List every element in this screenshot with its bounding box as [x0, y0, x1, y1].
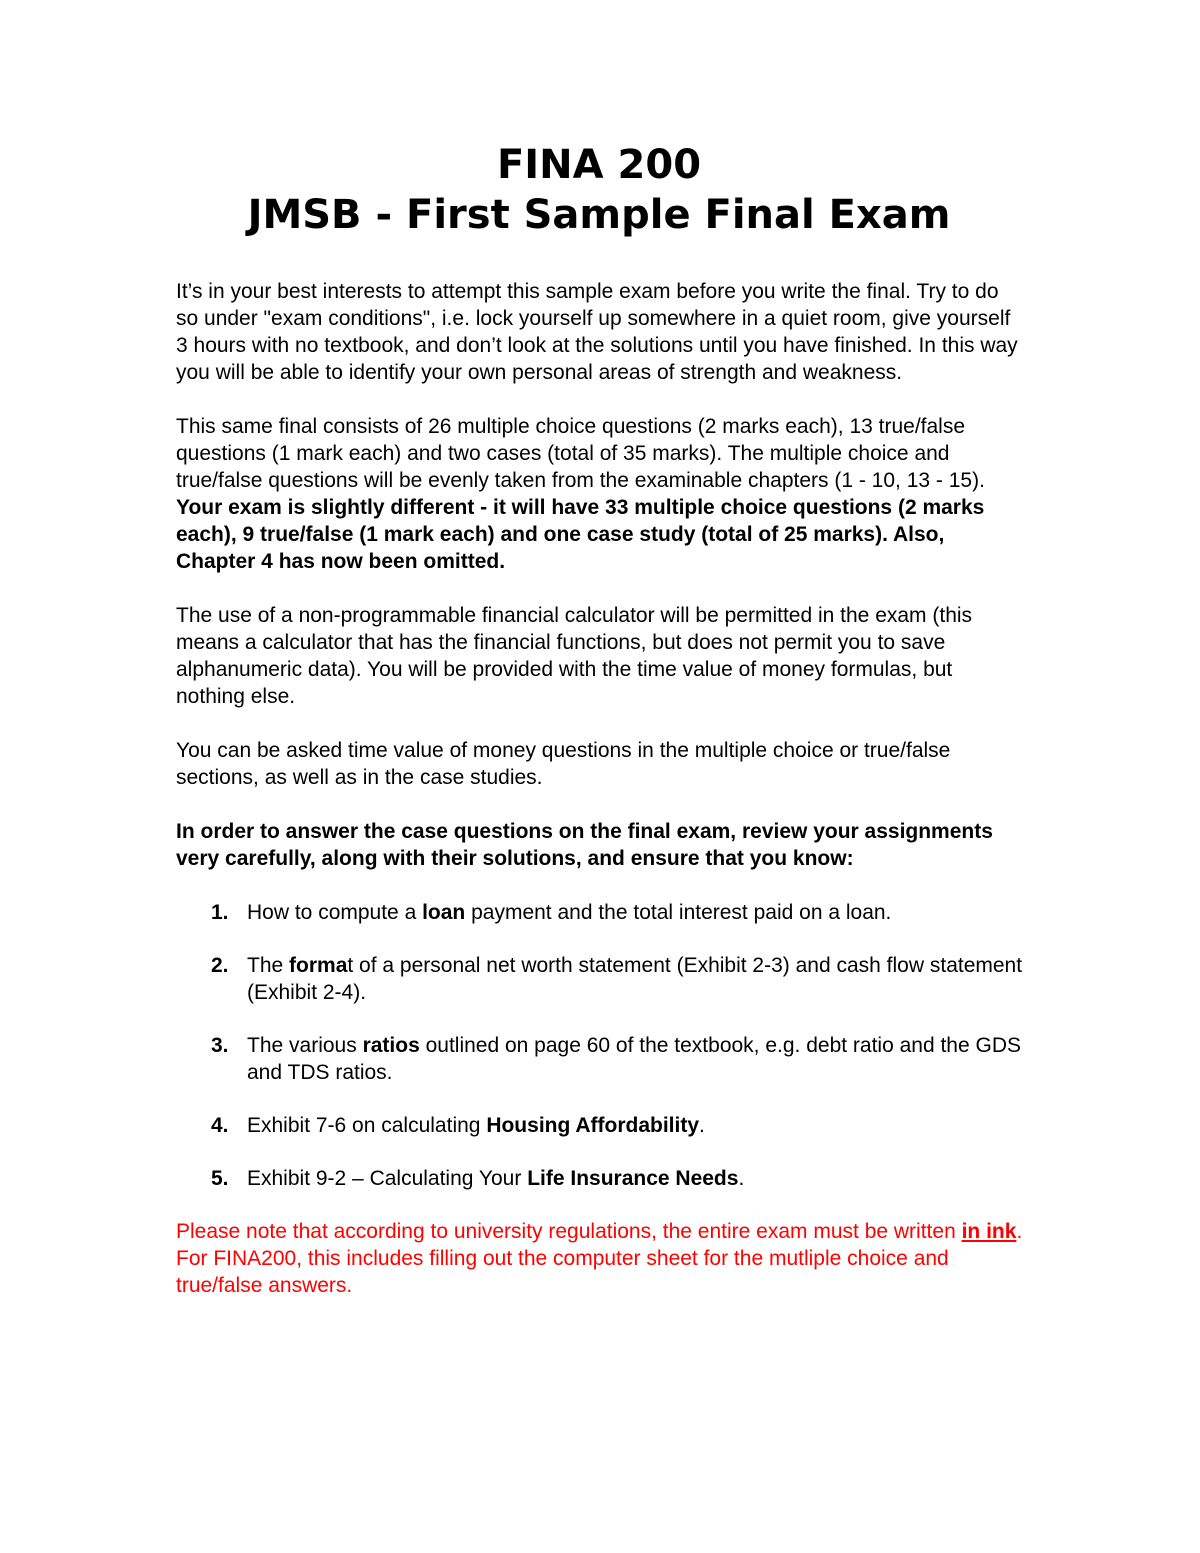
- exam-format-paragraph: [176, 413, 1026, 575]
- intro-paragraph: It’s in your best interests to attempt this sample exam before you write the final. Try to do so under "exam conditions", i.e. lock yourself up somewhere in a quiet room, give yourself 3 hours with no textbook, and don’t look at the solutions until you have finished. In this way you will be able to identify your own personal areas of strength and weakness.: [176, 280, 1018, 384]
- list-item-text: payment and the total interest paid on a loan.: [465, 901, 892, 924]
- list-item-text: t of a personal net worth statement (Exhibit 2-3) and cash flow statement (Exhibit 2-4).: [247, 954, 1023, 1004]
- list-item-emphasis: loan: [422, 901, 466, 924]
- list-item-emphasis: Life Insurance Needs: [527, 1167, 739, 1190]
- list-item-number: 1.: [211, 901, 229, 924]
- course-code: FINA 200: [496, 142, 702, 188]
- list-item-number: 3.: [211, 1034, 229, 1057]
- list-item: [176, 1165, 1026, 1192]
- list-item-text: The various: [247, 1034, 363, 1057]
- list-item-text: The: [247, 954, 290, 977]
- list-item-text: Exhibit 7-6 on calculating: [247, 1114, 487, 1137]
- review-list: [176, 899, 1026, 1192]
- list-item: [176, 1112, 1026, 1139]
- tvm-paragraph: You can be asked time value of money questions in the multiple choice or true/false sections, as well as in the case studies.: [176, 739, 951, 789]
- page-title: JMSB - First Sample Final Exam: [247, 192, 951, 238]
- list-item: [176, 899, 1026, 926]
- list-item-emphasis: Housing Affordability: [486, 1114, 700, 1137]
- list-item-text: outlined on page 60 of the textbook, e.g. debt ratio and the GDS and TDS ratios.: [247, 1034, 1022, 1084]
- title-block: [176, 140, 1026, 240]
- list-item-text: .: [699, 1114, 705, 1137]
- list-item-text: How to compute a: [247, 901, 423, 924]
- ink-notice-text: . For FINA200, this includes filling out the computer sheet for the mutliple choice and true/false answers.: [176, 1220, 1023, 1297]
- list-item-text: .: [738, 1167, 745, 1190]
- list-item: [176, 952, 1026, 1006]
- list-item-emphasis: ratios: [362, 1034, 420, 1057]
- ink-emphasis: in ink: [961, 1220, 1017, 1243]
- case-review-paragraph: In order to answer the case questions on the final exam, review your assignments very carefully, along with their solutions, and ensure that you know:: [176, 820, 993, 870]
- list-item-number: 5.: [211, 1167, 229, 1190]
- exam-format-text: This same final consists of 26 multiple choice questions (2 marks each), 13 true/false questions (1 mark each) and two cases (total of 35 marks). The multiple choice and true/false questions will be evenly taken from the examinable chapters (1 - 10, 13 - 15).: [176, 415, 985, 492]
- ink-notice: [176, 1218, 1026, 1299]
- list-item-text: Exhibit 9-2 – Calculating Your: [247, 1167, 528, 1190]
- list-item-number: 2.: [211, 954, 229, 977]
- ink-notice-text: Please note that according to university regulations, the entire exam must be written: [176, 1220, 962, 1243]
- list-item-number: 4.: [211, 1114, 229, 1137]
- list-item-emphasis: forma: [289, 954, 348, 977]
- exam-format-difference: Your exam is slightly different - it will have 33 multiple choice questions (2 marks each), 9 true/false (1 mark each) and one case study (total of 25 marks). Also, Chapter 4 has now been omitted.: [176, 496, 985, 573]
- document-page: [176, 140, 1026, 1326]
- list-item: [176, 1032, 1026, 1086]
- calculator-paragraph: The use of a non-programmable financial calculator will be permitted in the exam (this means a calculator that has the financial functions, but does not permit you to save alphanumeric data). You will be provided with the time value of money formulas, but nothing else.: [176, 604, 973, 708]
